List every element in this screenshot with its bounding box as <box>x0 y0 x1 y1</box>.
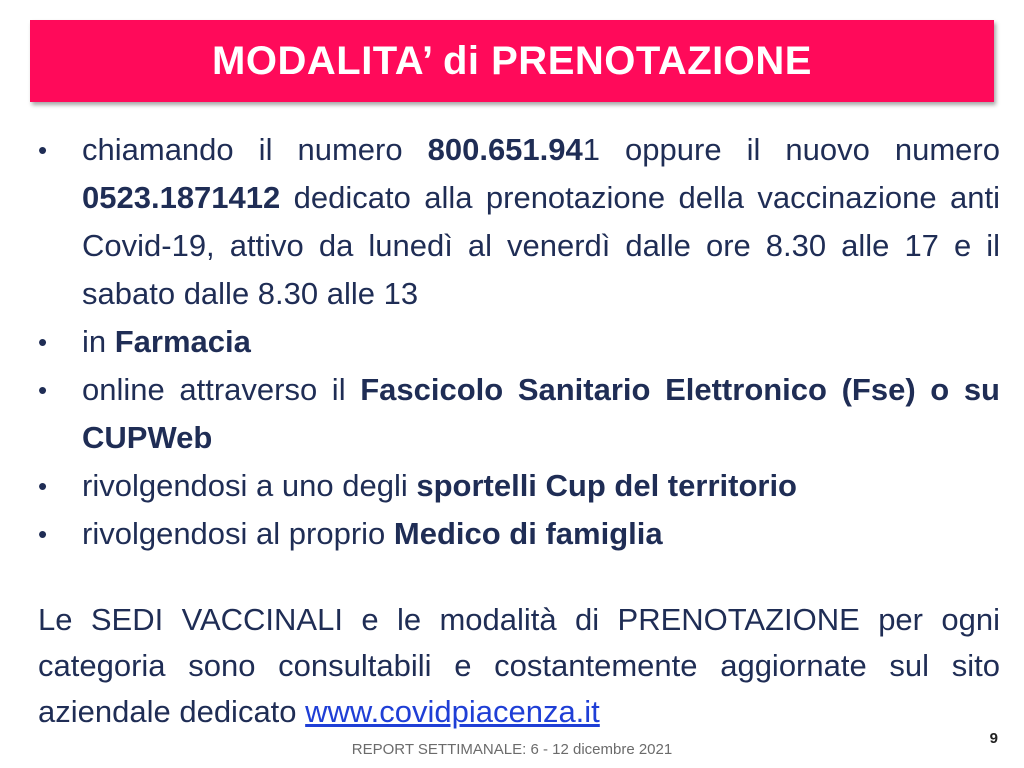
list-item-emphasis: Farmacia <box>114 324 251 359</box>
page-number: 9 <box>989 730 998 747</box>
list-item-pharmacy <box>38 318 1000 366</box>
list-item-text: chiamando il numero <box>82 132 428 167</box>
list-item-text: in <box>82 324 115 359</box>
bullet-icon: • <box>38 375 48 405</box>
list-item-phone <box>38 126 1000 318</box>
list-item-family-doctor <box>38 510 1000 558</box>
list-item-emphasis: Fascicolo Sanitario Elettronico (Fse) o su CUPWeb <box>82 372 1000 455</box>
bullet-icon: • <box>38 471 48 501</box>
list-item-text: rivolgendosi al proprio <box>82 516 394 551</box>
list-item-emphasis: sportelli Cup del territorio <box>416 468 797 503</box>
phone-number-1: 800.651.94 <box>427 132 583 167</box>
title-banner <box>30 20 994 102</box>
report-footer: REPORT SETTIMANALE: 6 - 12 dicembre 2021 <box>351 741 673 758</box>
list-item-emphasis: Medico di famiglia <box>393 516 663 551</box>
list-item-text: 1 oppure il nuovo numero <box>582 132 1000 167</box>
phone-number-2: 0523.1871412 <box>82 180 281 215</box>
bullet-icon: • <box>38 327 48 357</box>
list-item-text: online attraverso il <box>82 372 361 407</box>
website-link[interactable]: www.covidpiacenza.it <box>305 694 600 729</box>
list-item-cup-desk <box>38 462 1000 510</box>
booking-methods-list <box>38 126 1000 558</box>
list-item-text: dedicato alla prenotazione della vaccinazione anti Covid-19, attivo da lunedì al venerdì dalle ore 8.30 alle 17 e il sabato dalle 8.30 alle 13 <box>82 180 1000 311</box>
bullet-icon: • <box>38 135 48 165</box>
info-paragraph <box>38 597 1000 735</box>
bullet-icon: • <box>38 519 48 549</box>
list-item-text: rivolgendosi a uno degli <box>82 468 417 503</box>
info-text: Le SEDI VACCINALI e le modalità di PRENOTAZIONE per ogni categoria sono consultabili e costantemente aggiornate sul sito aziendale dedicato <box>38 602 1000 729</box>
list-item-online <box>38 366 1000 462</box>
page-title: MODALITA’ di PRENOTAZIONE <box>212 38 812 83</box>
